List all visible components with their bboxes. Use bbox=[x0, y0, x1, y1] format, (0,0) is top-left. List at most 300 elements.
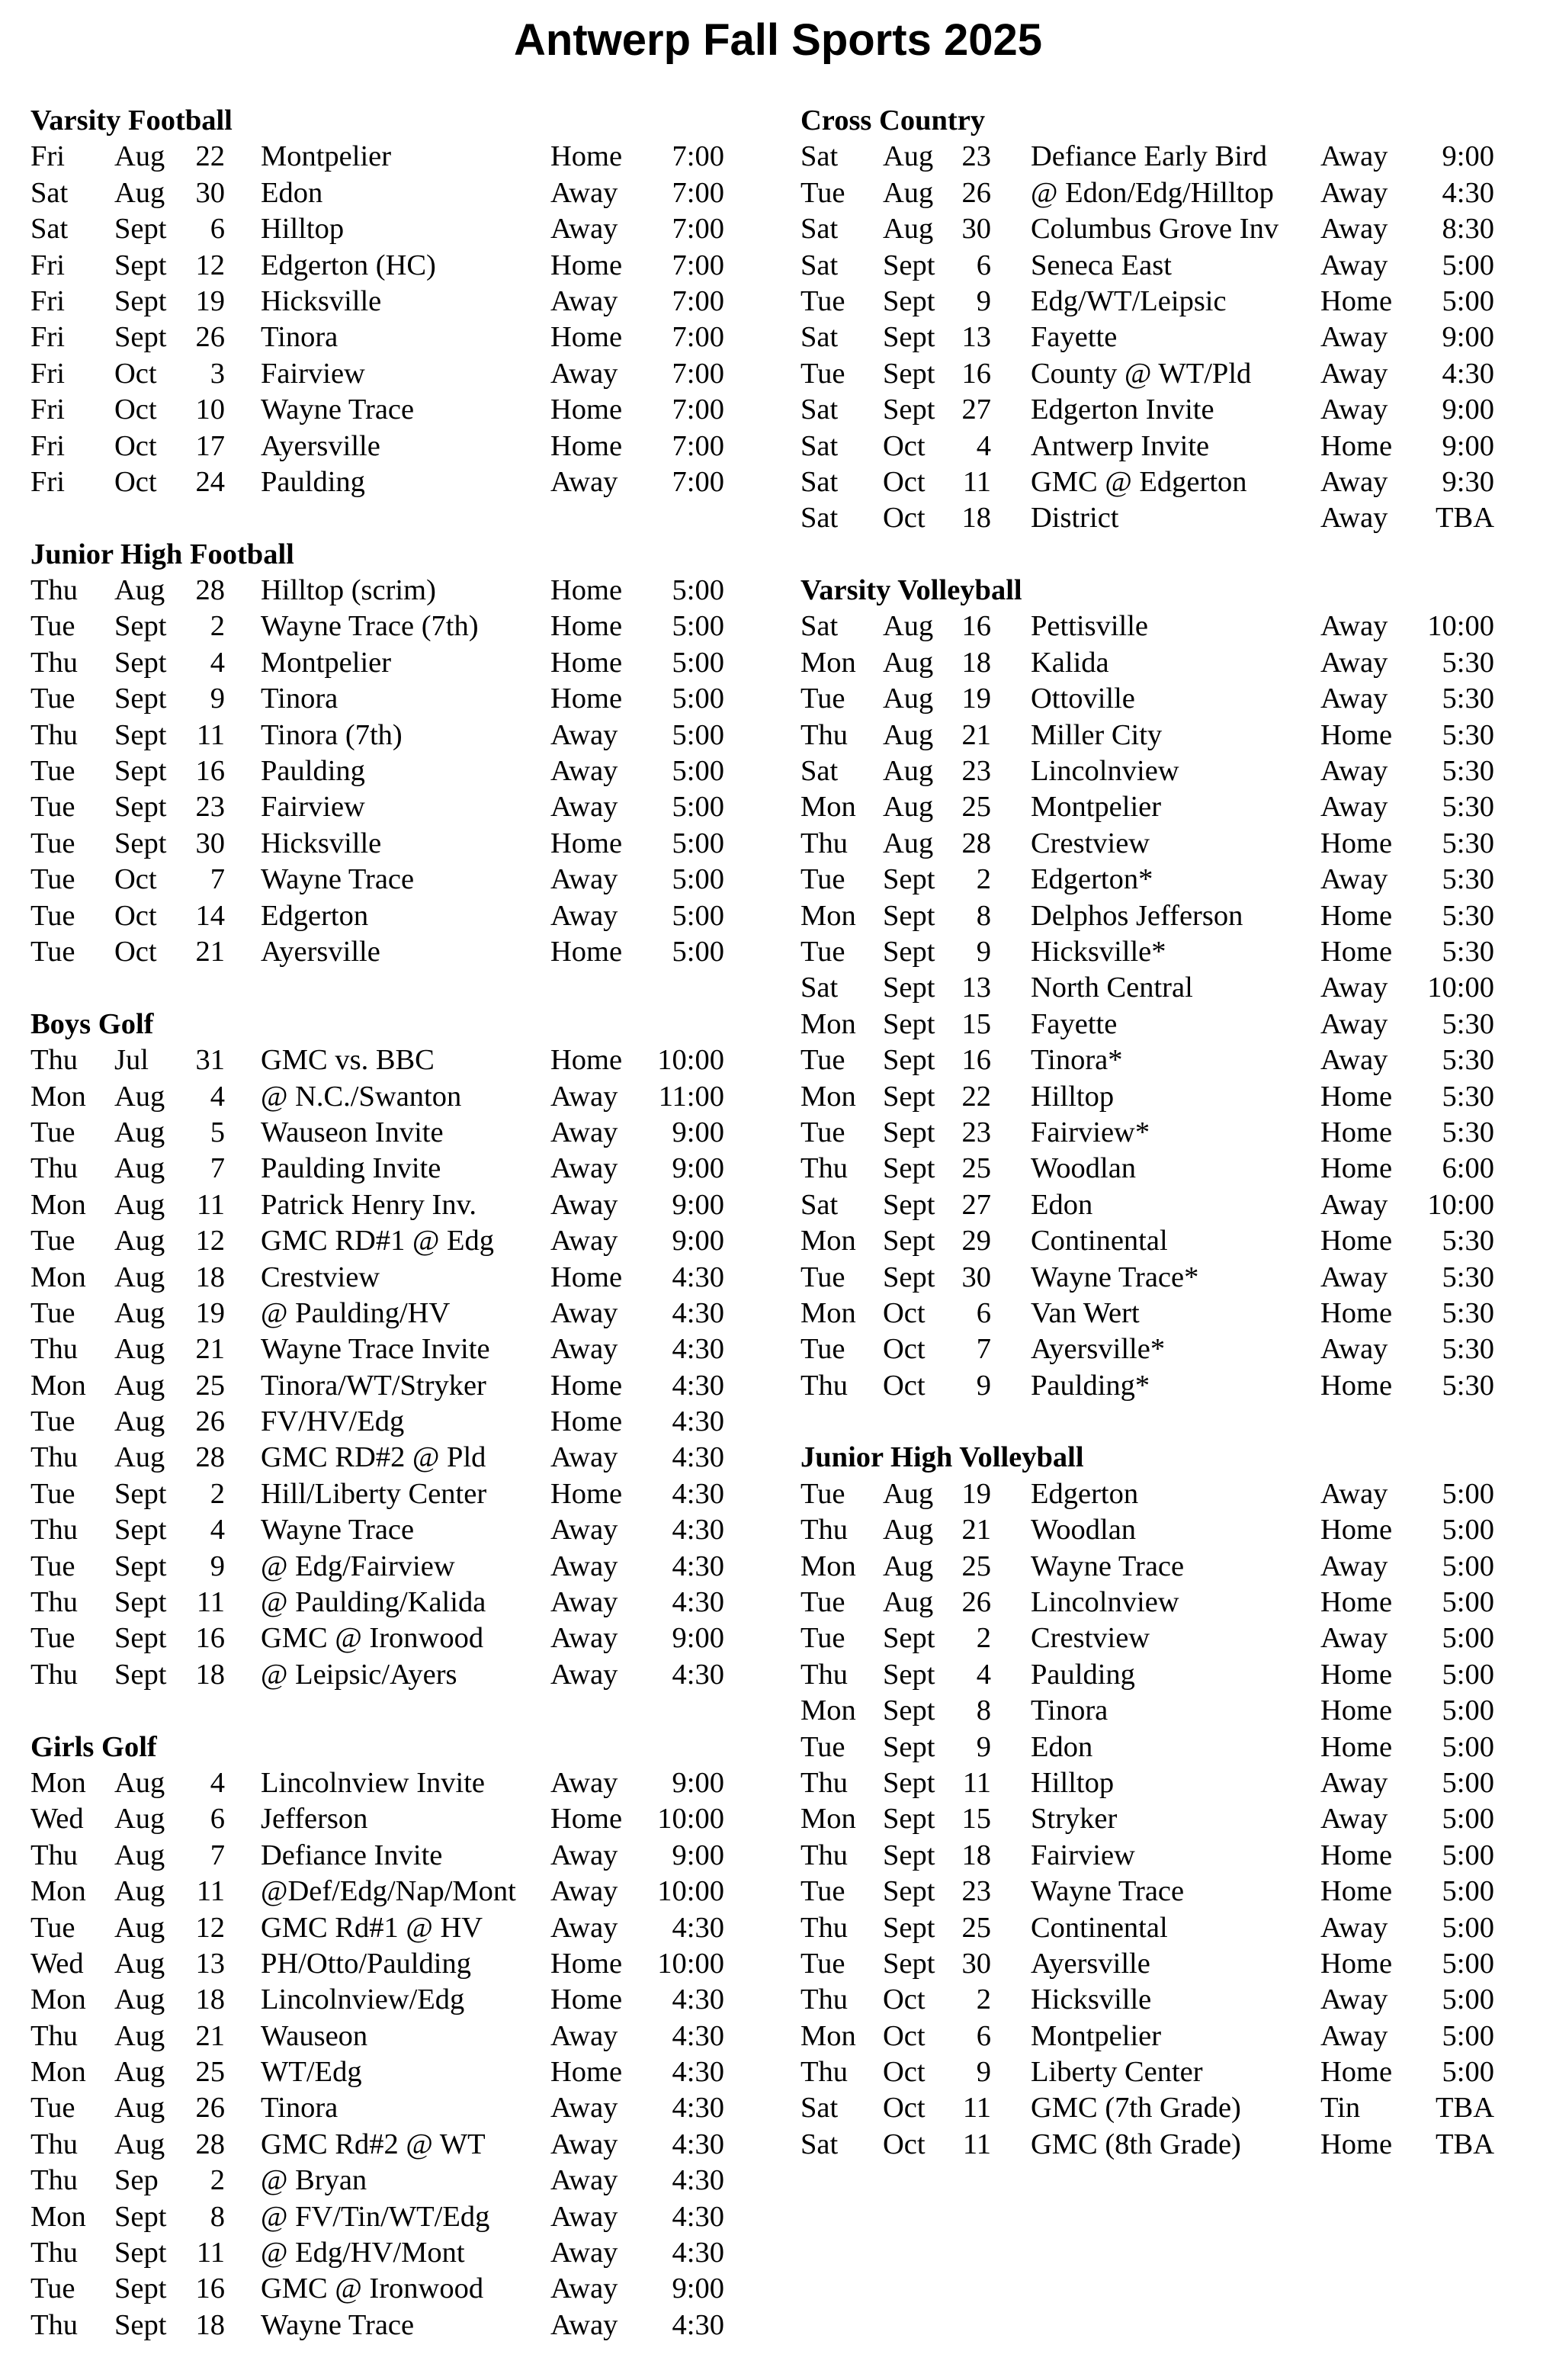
game-date: 29 bbox=[961, 1225, 991, 1257]
schedule-row bbox=[800, 1657, 1502, 1693]
game-opponent: Wayne Trace bbox=[261, 2308, 415, 2341]
game-month: Jul bbox=[114, 1044, 149, 1077]
schedule-row bbox=[30, 934, 732, 970]
game-month: Oct bbox=[883, 2128, 926, 2160]
game-day: Tue bbox=[800, 1586, 845, 1619]
game-site: Away bbox=[1320, 1983, 1388, 2016]
game-day: Sat bbox=[800, 755, 839, 788]
game-day: Thu bbox=[800, 2056, 849, 2089]
game-opponent: Pettisville bbox=[1031, 610, 1148, 643]
game-opponent: @ Edg/HV/Mont bbox=[261, 2237, 465, 2269]
game-month: Sept bbox=[883, 1188, 935, 1221]
game-time: 4:30 bbox=[672, 1514, 724, 1547]
game-time: 5:00 bbox=[1442, 1477, 1494, 1510]
game-site: Home bbox=[550, 1983, 623, 2016]
schedule-row bbox=[800, 753, 1502, 789]
game-day: Mon bbox=[30, 1188, 86, 1221]
game-opponent: Edgerton bbox=[261, 899, 369, 932]
game-site: Away bbox=[1320, 610, 1388, 643]
game-day: Tue bbox=[800, 1116, 845, 1148]
game-date: 25 bbox=[961, 1152, 991, 1185]
schedule-row bbox=[800, 356, 1502, 392]
game-time: 5:30 bbox=[1442, 1044, 1494, 1077]
game-day: Thu bbox=[30, 1333, 79, 1366]
game-month: Oct bbox=[114, 357, 157, 390]
schedule-row bbox=[30, 1512, 732, 1548]
game-site: Away bbox=[1320, 1333, 1388, 1366]
game-date: 6 bbox=[976, 249, 991, 281]
game-day: Sat bbox=[800, 429, 839, 462]
game-opponent: Tinora* bbox=[1031, 1044, 1123, 1077]
game-date: 23 bbox=[961, 1875, 991, 1908]
schedule-row bbox=[800, 464, 1502, 500]
game-site: Home bbox=[550, 1261, 623, 1293]
game-opponent: GMC (8th Grade) bbox=[1031, 2128, 1241, 2160]
game-opponent: Fairview* bbox=[1031, 1116, 1150, 1148]
game-date: 18 bbox=[961, 646, 991, 679]
game-site: Home bbox=[550, 429, 623, 462]
game-day: Tue bbox=[30, 935, 75, 968]
game-time: 9:00 bbox=[672, 1766, 724, 1799]
game-time: 9:30 bbox=[1442, 465, 1494, 498]
game-date: 6 bbox=[210, 1803, 225, 1836]
game-day: Tue bbox=[30, 2092, 75, 2125]
game-date: 18 bbox=[195, 1658, 225, 1691]
game-month: Aug bbox=[883, 1477, 934, 1510]
game-date: 24 bbox=[195, 465, 225, 498]
game-site: Away bbox=[1320, 972, 1388, 1004]
game-time: 9:00 bbox=[672, 1622, 724, 1655]
game-month: Aug bbox=[114, 1441, 165, 1474]
game-time: 4:30 bbox=[672, 2128, 724, 2160]
game-site: Away bbox=[550, 2092, 618, 2125]
game-date: 12 bbox=[195, 1225, 225, 1257]
game-date: 9 bbox=[976, 935, 991, 968]
game-time: 5:00 bbox=[672, 718, 724, 751]
game-opponent: Montpelier bbox=[261, 646, 392, 679]
game-site: Home bbox=[550, 574, 623, 607]
game-time: 7:00 bbox=[672, 465, 724, 498]
game-date: 5 bbox=[210, 1116, 225, 1148]
game-site: Home bbox=[550, 140, 623, 173]
game-month: Sept bbox=[883, 1911, 935, 1944]
schedule-row bbox=[30, 1765, 732, 1801]
game-site: Home bbox=[550, 610, 623, 643]
game-date: 4 bbox=[210, 1514, 225, 1547]
game-site: Away bbox=[1320, 357, 1388, 390]
game-opponent: @ FV/Tin/WT/Edg bbox=[261, 2200, 490, 2233]
game-date: 9 bbox=[976, 284, 991, 317]
schedule-row bbox=[800, 1801, 1502, 1837]
game-month: Oct bbox=[114, 935, 157, 968]
schedule-row bbox=[800, 1693, 1502, 1729]
section-title: Junior High Volleyball bbox=[800, 1441, 1084, 1474]
game-month: Sept bbox=[883, 1694, 935, 1727]
game-opponent: Fairview bbox=[1031, 1839, 1135, 1871]
game-time: 5:30 bbox=[1442, 827, 1494, 859]
game-date: 16 bbox=[961, 610, 991, 643]
game-time: 5:00 bbox=[672, 791, 724, 824]
game-opponent: Kalida bbox=[1031, 646, 1109, 679]
game-month: Aug bbox=[114, 1152, 165, 1185]
schedule-row bbox=[30, 392, 732, 428]
section-title: Junior High Football bbox=[30, 538, 294, 570]
schedule-row bbox=[800, 2090, 1502, 2126]
game-month: Sep bbox=[114, 2164, 159, 2197]
schedule-row bbox=[30, 789, 732, 825]
game-opponent: Paulding Invite bbox=[261, 1152, 441, 1185]
schedule-row bbox=[30, 1151, 732, 1187]
game-day: Tue bbox=[800, 1477, 845, 1510]
game-date: 19 bbox=[195, 284, 225, 317]
game-day: Tue bbox=[30, 1225, 75, 1257]
schedule-row bbox=[30, 2054, 732, 2090]
game-opponent: Edgerton* bbox=[1031, 863, 1153, 896]
schedule-row bbox=[30, 1838, 732, 1874]
game-opponent: Lincolnview Invite bbox=[261, 1766, 486, 1799]
game-time: 7:00 bbox=[672, 213, 724, 246]
game-day: Tue bbox=[800, 1261, 845, 1293]
game-month: Sept bbox=[114, 2308, 167, 2341]
game-date: 2 bbox=[210, 1477, 225, 1510]
game-opponent: Edgerton Invite bbox=[1031, 393, 1214, 426]
game-month: Oct bbox=[883, 2092, 926, 2125]
section-title: Varsity Volleyball bbox=[800, 574, 1022, 607]
game-site: Away bbox=[550, 899, 618, 932]
game-day: Mon bbox=[30, 2200, 86, 2233]
game-site: Home bbox=[1320, 1369, 1393, 1402]
game-opponent: North Central bbox=[1031, 972, 1193, 1004]
game-time: 5:00 bbox=[1442, 1550, 1494, 1582]
game-time: 9:00 bbox=[1442, 393, 1494, 426]
game-time: 5:00 bbox=[1442, 1658, 1494, 1691]
game-time: 5:00 bbox=[1442, 1839, 1494, 1871]
game-site: Away bbox=[550, 1586, 618, 1619]
game-site: Home bbox=[1320, 1296, 1393, 1329]
game-site: Away bbox=[550, 1839, 618, 1871]
game-site: Home bbox=[1320, 1586, 1393, 1619]
schedule-row bbox=[800, 1549, 1502, 1585]
game-month: Aug bbox=[114, 1875, 165, 1908]
game-month: Sept bbox=[883, 1839, 935, 1871]
game-month: Aug bbox=[883, 683, 934, 715]
game-day: Mon bbox=[30, 1080, 86, 1113]
game-month: Sept bbox=[114, 1622, 167, 1655]
schedule-row bbox=[800, 1476, 1502, 1512]
game-site: Home bbox=[550, 2056, 623, 2089]
game-date: 21 bbox=[195, 2019, 225, 2052]
game-time: 4:30 bbox=[672, 1983, 724, 2016]
game-time: 10:00 bbox=[1427, 972, 1494, 1004]
game-site: Away bbox=[550, 863, 618, 896]
game-site: Away bbox=[1320, 1911, 1388, 1944]
schedule-row bbox=[800, 1874, 1502, 1909]
game-time: 10:00 bbox=[657, 1803, 724, 1836]
game-time: 9:00 bbox=[1442, 140, 1494, 173]
game-site: Away bbox=[550, 1514, 618, 1547]
game-day: Fri bbox=[30, 393, 65, 426]
game-month: Aug bbox=[114, 2056, 165, 2089]
game-date: 28 bbox=[195, 574, 225, 607]
game-month: Sept bbox=[883, 935, 935, 968]
game-opponent: Hicksville bbox=[261, 827, 382, 859]
schedule-row bbox=[30, 753, 732, 789]
game-site: Away bbox=[1320, 1622, 1388, 1655]
game-month: Aug bbox=[883, 646, 934, 679]
game-date: 6 bbox=[210, 213, 225, 246]
game-time: 10:00 bbox=[1427, 1188, 1494, 1221]
game-month: Oct bbox=[883, 1296, 926, 1329]
game-month: Sept bbox=[883, 1080, 935, 1113]
game-opponent: Wayne Trace bbox=[1031, 1875, 1185, 1908]
game-month: Oct bbox=[883, 1983, 926, 2016]
game-date: 2 bbox=[976, 863, 991, 896]
game-date: 21 bbox=[961, 718, 991, 751]
game-time: 5:00 bbox=[1442, 1586, 1494, 1619]
game-month: Sept bbox=[883, 972, 935, 1004]
game-site: Away bbox=[550, 1550, 618, 1582]
game-site: Away bbox=[550, 1116, 618, 1148]
game-date: 18 bbox=[961, 502, 991, 535]
game-time: 9:00 bbox=[672, 1225, 724, 1257]
game-opponent: @ Bryan bbox=[261, 2164, 367, 2197]
schedule-section-varsity-football bbox=[30, 103, 732, 500]
schedule-row bbox=[800, 2054, 1502, 2090]
schedule-section-junior-high-football bbox=[30, 537, 732, 971]
game-opponent: GMC (7th Grade) bbox=[1031, 2092, 1241, 2125]
game-site: Away bbox=[550, 2164, 618, 2197]
game-time: 10:00 bbox=[657, 1947, 724, 1980]
game-opponent: Wayne Trace bbox=[261, 1514, 415, 1547]
game-opponent: Edg/WT/Leipsic bbox=[1031, 284, 1227, 317]
game-opponent: Stryker bbox=[1031, 1803, 1118, 1836]
schedule-row bbox=[30, 1874, 732, 1909]
schedule-row bbox=[800, 392, 1502, 428]
schedule-row bbox=[30, 356, 732, 392]
game-time: 9:00 bbox=[672, 1188, 724, 1221]
game-opponent: Hicksville bbox=[1031, 1983, 1152, 2016]
game-site: Tin bbox=[1320, 2092, 1361, 2125]
game-time: 4:30 bbox=[672, 1369, 724, 1402]
game-opponent: Hilltop (scrim) bbox=[261, 574, 436, 607]
game-date: 2 bbox=[210, 2164, 225, 2197]
game-site: Away bbox=[550, 1333, 618, 1366]
game-date: 11 bbox=[196, 718, 225, 751]
game-month: Oct bbox=[883, 429, 926, 462]
game-opponent: Hilltop bbox=[261, 213, 345, 246]
game-month: Aug bbox=[883, 213, 934, 246]
game-month: Sept bbox=[114, 1514, 167, 1547]
game-site: Home bbox=[1320, 827, 1393, 859]
game-month: Aug bbox=[114, 1766, 165, 1799]
game-month: Sept bbox=[114, 249, 167, 281]
game-opponent: Defiance Early Bird bbox=[1031, 140, 1267, 173]
game-site: Home bbox=[1320, 1225, 1393, 1257]
schedule-row bbox=[30, 1331, 732, 1367]
game-day: Tue bbox=[800, 284, 845, 317]
game-month: Aug bbox=[114, 1803, 165, 1836]
game-opponent: @Def/Edg/Nap/Mont bbox=[261, 1875, 516, 1908]
schedule-row bbox=[30, 826, 732, 862]
game-site: Away bbox=[1320, 1044, 1388, 1077]
game-date: 30 bbox=[195, 827, 225, 859]
schedule-row bbox=[800, 139, 1502, 175]
game-opponent: Wayne Trace (7th) bbox=[261, 610, 479, 643]
game-opponent: Ayersville bbox=[261, 429, 380, 462]
game-time: 5:00 bbox=[672, 827, 724, 859]
game-date: 7 bbox=[210, 1839, 225, 1871]
game-date: 11 bbox=[962, 2092, 991, 2125]
game-day: Tue bbox=[30, 1622, 75, 1655]
game-site: Away bbox=[550, 718, 618, 751]
schedule-row bbox=[800, 175, 1502, 211]
schedule-row bbox=[800, 284, 1502, 320]
game-time: 5:00 bbox=[1442, 2019, 1494, 2052]
game-opponent: Hill/Liberty Center bbox=[261, 1477, 487, 1510]
schedule-row bbox=[30, 1042, 732, 1078]
game-date: 15 bbox=[961, 1007, 991, 1040]
schedule-row bbox=[800, 970, 1502, 1006]
schedule-row bbox=[30, 2127, 732, 2163]
game-date: 30 bbox=[961, 1947, 991, 1980]
game-date: 11 bbox=[962, 2128, 991, 2160]
game-opponent: GMC @ Ironwood bbox=[261, 1622, 484, 1655]
game-day: Sat bbox=[30, 213, 69, 246]
game-day: Mon bbox=[30, 1261, 86, 1293]
game-site: Home bbox=[550, 646, 623, 679]
game-site: Away bbox=[1320, 1261, 1388, 1293]
game-site: Home bbox=[550, 393, 623, 426]
game-month: Sept bbox=[883, 1947, 935, 1980]
game-date: 22 bbox=[961, 1080, 991, 1113]
game-day: Mon bbox=[30, 1766, 86, 1799]
game-day: Mon bbox=[800, 1550, 856, 1582]
game-month: Oct bbox=[883, 502, 926, 535]
game-month: Aug bbox=[114, 2128, 165, 2160]
game-date: 25 bbox=[961, 1550, 991, 1582]
game-month: Aug bbox=[114, 1225, 165, 1257]
game-opponent: @ Edg/Fairview bbox=[261, 1550, 455, 1582]
game-date: 21 bbox=[961, 1514, 991, 1547]
game-month: Aug bbox=[114, 1188, 165, 1221]
game-day: Thu bbox=[30, 1152, 79, 1185]
schedule-section-cross-country bbox=[800, 103, 1502, 537]
game-site: Away bbox=[550, 1622, 618, 1655]
game-month: Aug bbox=[114, 1296, 165, 1329]
game-month: Aug bbox=[883, 791, 934, 824]
game-day: Thu bbox=[800, 1911, 849, 1944]
game-month: Sept bbox=[114, 610, 167, 643]
schedule-row bbox=[30, 1260, 732, 1296]
game-time: 5:30 bbox=[1442, 899, 1494, 932]
game-opponent: Hicksville bbox=[261, 284, 382, 317]
game-site: Home bbox=[1320, 1875, 1393, 1908]
schedule-row bbox=[800, 1151, 1502, 1187]
game-site: Away bbox=[550, 2128, 618, 2160]
game-site: Away bbox=[550, 1766, 618, 1799]
game-opponent: Tinora bbox=[261, 683, 338, 715]
game-site: Away bbox=[550, 1441, 618, 1474]
game-time: 5:30 bbox=[1442, 683, 1494, 715]
game-opponent: Defiance Invite bbox=[261, 1839, 443, 1871]
game-time: 5:30 bbox=[1442, 1116, 1494, 1148]
game-day: Tue bbox=[30, 610, 75, 643]
game-date: 13 bbox=[195, 1947, 225, 1980]
game-time: 10:00 bbox=[657, 1875, 724, 1908]
schedule-row bbox=[30, 1549, 732, 1585]
game-site: Home bbox=[550, 1369, 623, 1402]
game-time: 4:30 bbox=[672, 2237, 724, 2269]
schedule-row bbox=[30, 2019, 732, 2054]
game-month: Aug bbox=[883, 1514, 934, 1547]
schedule-row bbox=[30, 2090, 732, 2126]
schedule-row bbox=[30, 1440, 732, 1476]
game-site: Home bbox=[1320, 1947, 1393, 1980]
game-day: Fri bbox=[30, 429, 65, 462]
game-site: Away bbox=[550, 1080, 618, 1113]
game-opponent: @ Edon/Edg/Hilltop bbox=[1031, 176, 1274, 209]
game-month: Oct bbox=[114, 465, 157, 498]
game-month: Sept bbox=[883, 393, 935, 426]
game-date: 7 bbox=[976, 1333, 991, 1366]
game-time: 5:30 bbox=[1442, 1261, 1494, 1293]
game-day: Sat bbox=[800, 393, 839, 426]
game-opponent: Delphos Jefferson bbox=[1031, 899, 1243, 932]
game-time: 5:30 bbox=[1442, 1333, 1494, 1366]
game-time: 5:00 bbox=[1442, 1514, 1494, 1547]
schedule-row bbox=[800, 826, 1502, 862]
game-day: Sat bbox=[800, 213, 839, 246]
game-opponent: FV/HV/Edg bbox=[261, 1405, 405, 1438]
game-opponent: GMC @ Ironwood bbox=[261, 2272, 484, 2305]
game-date: 13 bbox=[961, 972, 991, 1004]
game-date: 19 bbox=[961, 683, 991, 715]
game-opponent: @ Paulding/HV bbox=[261, 1296, 451, 1329]
game-time: 4:30 bbox=[1442, 176, 1494, 209]
game-month: Oct bbox=[114, 899, 157, 932]
game-time: 4:30 bbox=[672, 1296, 724, 1329]
game-month: Sept bbox=[114, 791, 167, 824]
game-month: Oct bbox=[883, 1369, 926, 1402]
game-month: Sept bbox=[883, 1622, 935, 1655]
game-day: Thu bbox=[30, 1839, 79, 1871]
game-day: Thu bbox=[800, 1369, 849, 1402]
game-month: Sept bbox=[114, 284, 167, 317]
game-date: 26 bbox=[195, 2092, 225, 2125]
game-opponent: Van Wert bbox=[1031, 1296, 1140, 1329]
game-date: 12 bbox=[195, 249, 225, 281]
game-opponent: Edon bbox=[261, 176, 323, 209]
game-opponent: Tinora/WT/Stryker bbox=[261, 1369, 486, 1402]
game-date: 6 bbox=[976, 1296, 991, 1329]
game-time: 5:00 bbox=[1442, 1875, 1494, 1908]
game-day: Tue bbox=[800, 863, 845, 896]
game-date: 18 bbox=[195, 2308, 225, 2341]
game-day: Thu bbox=[30, 2128, 79, 2160]
game-day: Thu bbox=[800, 1152, 849, 1185]
game-month: Aug bbox=[883, 827, 934, 859]
game-date: 8 bbox=[976, 1694, 991, 1727]
schedule-row bbox=[30, 681, 732, 717]
game-time: 5:30 bbox=[1442, 755, 1494, 788]
game-day: Tue bbox=[800, 1333, 845, 1366]
game-opponent: Paulding bbox=[261, 465, 365, 498]
game-date: 4 bbox=[210, 646, 225, 679]
game-day: Tue bbox=[30, 827, 75, 859]
game-month: Sept bbox=[883, 863, 935, 896]
game-day: Mon bbox=[800, 791, 856, 824]
game-opponent: Montpelier bbox=[1031, 2019, 1162, 2052]
